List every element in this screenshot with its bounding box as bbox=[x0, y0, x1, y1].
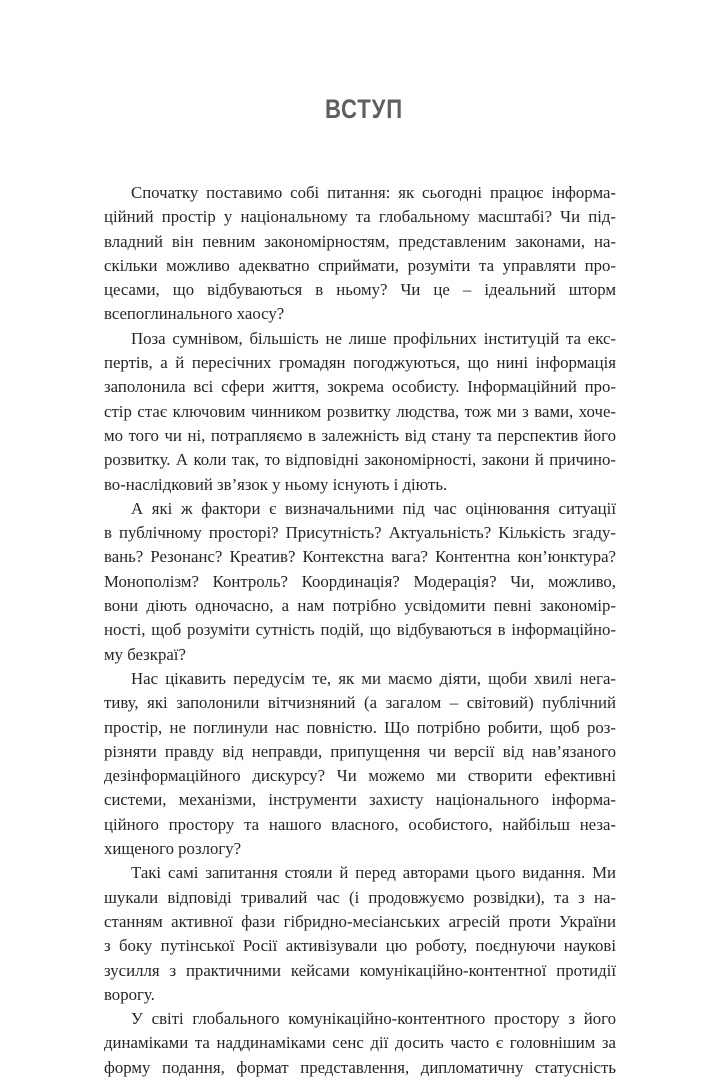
text-line: скільки можливо адекватно сприймати, розуміти та управляти про- bbox=[104, 255, 616, 275]
text-line: в публічному просторі? Присутність? Актуальність? Кількість згаду- bbox=[104, 523, 616, 543]
text-line: ційного простору та нашого власного, особистого, найбільш неза- bbox=[104, 814, 616, 834]
text-line: му безкраї? bbox=[104, 644, 186, 664]
text-line: дезінформаційного дискурсу? Чи можемо ми створити ефективні bbox=[104, 766, 616, 786]
text-line: Монополізм? Контроль? Координація? Модерація? Чи, можливо, bbox=[104, 571, 616, 591]
text-line: Такі самі запитання стояли й перед авторами цього видання. Ми bbox=[131, 863, 616, 883]
text-line: во-наслідковий зв’язок у ньому існують і діють. bbox=[104, 474, 448, 494]
text-line: А які ж фактори є визначальними під час оцінювання ситуації bbox=[131, 498, 616, 518]
text-line: заполонила всі сфери життя, зокрема особисту. Інформаційний про- bbox=[104, 377, 616, 397]
text-line: форму подання, формат представлення, дипломатичну статусність bbox=[104, 1057, 616, 1077]
text-line: Поза сумнівом, більшість не лише профільних інституцій та екс- bbox=[131, 328, 616, 348]
text-line: ційний простір у національному та глобальному масштабі? Чи під- bbox=[104, 207, 616, 227]
text-line: У світі глобального комунікаційно-контентного простору з його bbox=[131, 1009, 616, 1029]
text-line: вань? Резонанс? Креатив? Контекстна вага? Контентна кон’юнктура? bbox=[104, 547, 616, 567]
text-line: системи, механізми, інструменти захисту національного інформа- bbox=[104, 790, 616, 810]
text-line: Спочатку поставимо собі питання: як сьогодні працює інформа- bbox=[131, 183, 616, 202]
text-line: ворогу. bbox=[104, 984, 155, 1004]
text-line: різняти правду від неправди, припущення чи версії від нав’язаного bbox=[104, 741, 616, 761]
text-line: всепоглинального хаосу? bbox=[104, 304, 285, 324]
text-line: цесами, що відбуваються в ньому? Чи це – ідеальний шторм bbox=[104, 280, 616, 300]
text-line: ності, щоб розуміти сутність подій, що відбуваються в інформаційно- bbox=[104, 620, 616, 640]
text-line: зусилля з практичними кейсами комунікаційно-контентної протидії bbox=[104, 960, 616, 980]
text-line: вони діють одночасно, а нам потрібно усвідомити певні закономір- bbox=[104, 596, 616, 616]
text-line: стір стає ключовим чинником розвитку людства, тож ми з вами, хоче- bbox=[104, 401, 616, 421]
text-line: мо того чи ні, потрапляємо в залежність від стану та перспектив його bbox=[104, 425, 616, 445]
text-line: Нас цікавить передусім те, як ми маємо діяти, щоби хвилі нега- bbox=[131, 668, 616, 688]
text-line: з боку путінської Росії активізували цю роботу, поєднуючи наукові bbox=[104, 936, 616, 956]
chapter-title: ВСТУП bbox=[325, 94, 403, 124]
text-line: динаміками та наддинаміками сенс дії досить часто є головнішим за bbox=[104, 1033, 616, 1053]
text-line: шукали відповіді тривалий час (і продовжуємо розвідки), та з на- bbox=[104, 887, 616, 907]
text-line: тиву, які заполонили вітчизняний (а загалом – світовий) публічний bbox=[104, 693, 616, 713]
text-line: станням активної фази гібридно-месіанських агресій проти України bbox=[104, 911, 616, 931]
body-text bbox=[104, 181, 616, 1080]
text-line: пертів, а й пересічних громадян погоджуються, що нині інформація bbox=[104, 353, 616, 373]
text-line: хищеного розлогу? bbox=[104, 839, 242, 859]
text-line: простір, не поглинули нас повністю. Що потрібно робити, щоб роз- bbox=[104, 717, 616, 737]
text-line: владний він певним закономірностям, представленим законами, на- bbox=[104, 231, 616, 251]
text-line: розвитку. А коли так, то відповідні закономірності, закони й причино- bbox=[104, 450, 616, 470]
